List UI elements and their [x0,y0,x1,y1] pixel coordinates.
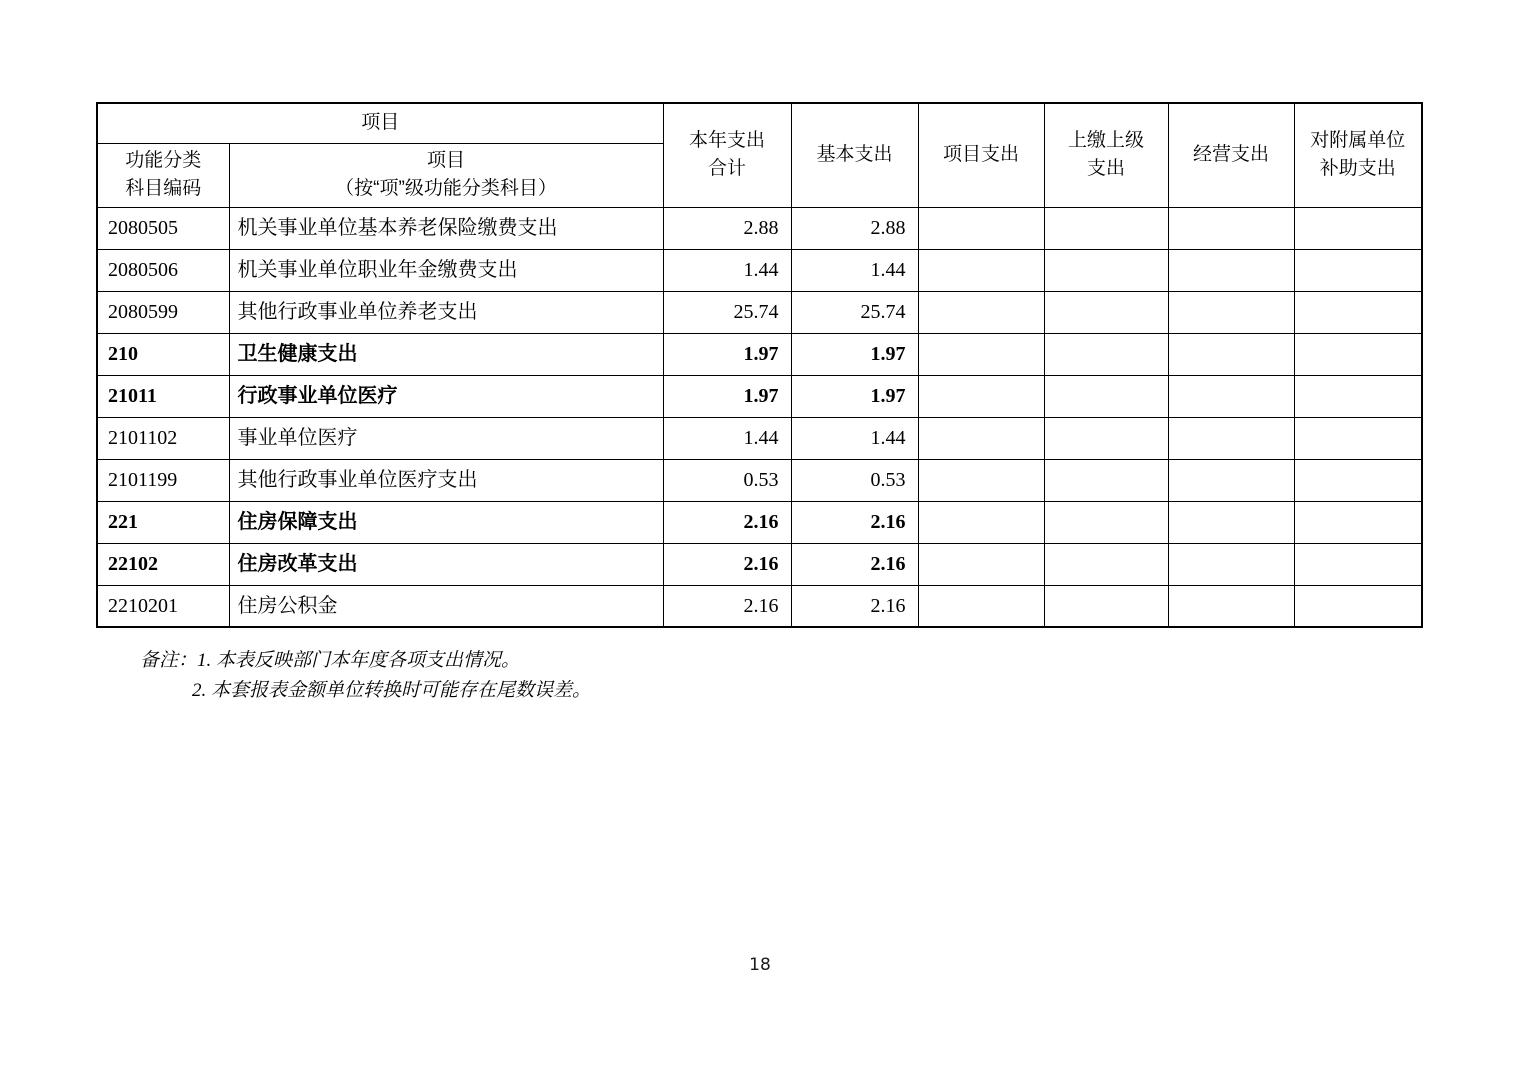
cell-operating-expenditure [1168,459,1294,501]
page-number: 18 [749,955,771,975]
cell-upper-level-expenditure [1044,501,1168,543]
cell-basic-expenditure: 2.16 [791,543,918,585]
header-project-group-label: 项目 [361,112,400,133]
cell-item-name: 住房保障支出 [229,501,663,543]
cell-subsidy-expenditure [1294,291,1422,333]
cell-basic-expenditure: 2.88 [791,207,918,249]
header-col-total: 本年支出 合计 [663,103,791,207]
cell-subsidy-expenditure [1294,585,1422,627]
header-col-code: 功能分类 科目编码 [97,143,229,207]
cell-subsidy-expenditure [1294,207,1422,249]
cell-subsidy-expenditure [1294,249,1422,291]
cell-operating-expenditure [1168,375,1294,417]
cell-total-expenditure: 1.97 [663,333,791,375]
cell-upper-level-expenditure [1044,375,1168,417]
cell-subsidy-expenditure [1294,501,1422,543]
header-col-upper: 上缴上级 支出 [1044,103,1168,207]
header-col-subsidy: 对附属单位 补助支出 [1294,103,1422,207]
cell-upper-level-expenditure [1044,291,1168,333]
cell-function-code: 2080599 [97,291,229,333]
table-row [97,333,1422,375]
cell-upper-level-expenditure [1044,207,1168,249]
cell-project-expenditure [918,375,1044,417]
cell-project-expenditure [918,333,1044,375]
cell-project-expenditure [918,543,1044,585]
cell-project-expenditure [918,459,1044,501]
cell-item-name: 卫生健康支出 [229,333,663,375]
cell-function-code: 221 [97,501,229,543]
cell-item-name: 住房公积金 [229,585,663,627]
cell-basic-expenditure: 2.16 [791,585,918,627]
cell-total-expenditure: 2.16 [663,543,791,585]
cell-total-expenditure: 2.88 [663,207,791,249]
cell-function-code: 210 [97,333,229,375]
cell-project-expenditure [918,417,1044,459]
cell-basic-expenditure: 0.53 [791,459,918,501]
cell-project-expenditure [918,249,1044,291]
header-col-basic: 基本支出 [791,103,918,207]
cell-upper-level-expenditure [1044,585,1168,627]
cell-basic-expenditure: 1.97 [791,375,918,417]
header-col-project: 项目支出 [918,103,1044,207]
cell-item-name: 事业单位医疗 [229,417,663,459]
cell-operating-expenditure [1168,417,1294,459]
cell-operating-expenditure [1168,585,1294,627]
table-row [97,375,1422,417]
cell-function-code: 2080506 [97,249,229,291]
cell-project-expenditure [918,501,1044,543]
cell-function-code: 2210201 [97,585,229,627]
cell-operating-expenditure [1168,291,1294,333]
cell-basic-expenditure: 1.97 [791,333,918,375]
cell-basic-expenditure: 25.74 [791,291,918,333]
header-col-operating: 经营支出 [1168,103,1294,207]
cell-upper-level-expenditure [1044,417,1168,459]
cell-total-expenditure: 1.97 [663,375,791,417]
table-row [97,291,1422,333]
expenditure-table-wrap [96,102,1423,628]
cell-subsidy-expenditure [1294,333,1422,375]
cell-subsidy-expenditure [1294,459,1422,501]
remark-line-1: 备注：1. 本表反映部门本年度各项支出情况。 [140,650,521,671]
table-row [97,501,1422,543]
cell-upper-level-expenditure [1044,333,1168,375]
cell-subsidy-expenditure [1294,543,1422,585]
cell-operating-expenditure [1168,333,1294,375]
cell-function-code: 22102 [97,543,229,585]
cell-total-expenditure: 0.53 [663,459,791,501]
cell-item-name: 住房改革支出 [229,543,663,585]
cell-upper-level-expenditure [1044,249,1168,291]
table-row [97,459,1422,501]
cell-item-name: 其他行政事业单位养老支出 [229,291,663,333]
table-row [97,585,1422,627]
remarks-block [140,646,591,706]
cell-basic-expenditure: 1.44 [791,417,918,459]
cell-operating-expenditure [1168,207,1294,249]
cell-operating-expenditure [1168,249,1294,291]
table-row [97,249,1422,291]
cell-project-expenditure [918,207,1044,249]
cell-function-code: 2080505 [97,207,229,249]
header-col-item: 项目 （按“项”级功能分类科目） [229,143,663,207]
cell-subsidy-expenditure [1294,417,1422,459]
cell-item-name: 其他行政事业单位医疗支出 [229,459,663,501]
cell-basic-expenditure: 2.16 [791,501,918,543]
cell-subsidy-expenditure [1294,375,1422,417]
table-body [97,207,1422,627]
expenditure-table [96,102,1423,628]
cell-total-expenditure: 2.16 [663,501,791,543]
header-project-group [97,103,663,143]
cell-total-expenditure: 1.44 [663,417,791,459]
table-row [97,417,1422,459]
cell-function-code: 21011 [97,375,229,417]
cell-operating-expenditure [1168,543,1294,585]
cell-function-code: 2101199 [97,459,229,501]
cell-total-expenditure: 1.44 [663,249,791,291]
remark-line-2: 2. 本套报表金额单位转换时可能存在尾数误差。 [192,680,592,701]
cell-operating-expenditure [1168,501,1294,543]
cell-upper-level-expenditure [1044,459,1168,501]
cell-project-expenditure [918,585,1044,627]
cell-basic-expenditure: 1.44 [791,249,918,291]
cell-item-name: 行政事业单位医疗 [229,375,663,417]
cell-project-expenditure [918,291,1044,333]
cell-total-expenditure: 2.16 [663,585,791,627]
cell-upper-level-expenditure [1044,543,1168,585]
cell-function-code: 2101102 [97,417,229,459]
cell-total-expenditure: 25.74 [663,291,791,333]
table-row [97,207,1422,249]
table-header [97,103,1422,207]
cell-item-name: 机关事业单位基本养老保险缴费支出 [229,207,663,249]
cell-item-name: 机关事业单位职业年金缴费支出 [229,249,663,291]
table-row [97,543,1422,585]
